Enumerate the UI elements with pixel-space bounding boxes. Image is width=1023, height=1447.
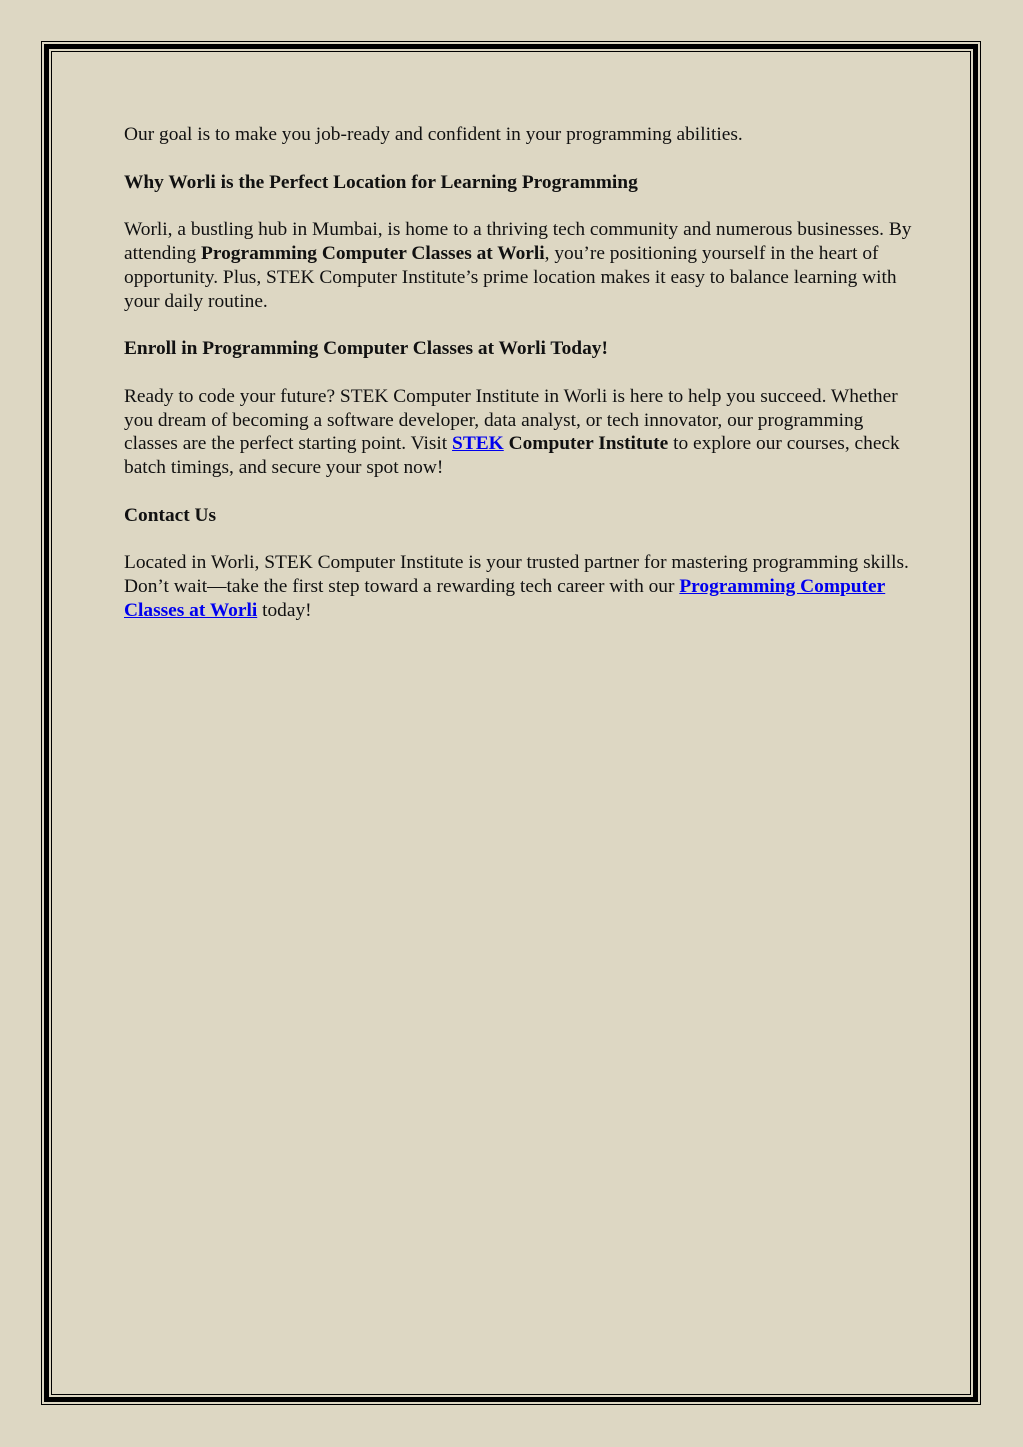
intro-paragraph [124, 123, 914, 147]
enroll-paragraph [124, 385, 914, 480]
contact-heading: Contact Us [124, 504, 217, 526]
why-worli-paragraph [124, 218, 914, 313]
contact-paragraph [124, 551, 914, 622]
why-worli-text-1: Worli, a bustling hub in Mumbai, is home to a thriving tech community and numerous businesses. By attending [124, 219, 912, 264]
enroll-text-1: Ready to code your future? STEK Computer Institute in Worli is here to help you succeed. Whether you dream of becoming a software developer, data analyst, or tech innovator, our programming classes are the perfect starting point. Visit [124, 385, 898, 455]
enroll-heading: Enroll in Programming Computer Classes at Worli Today! [124, 338, 608, 360]
document-body [124, 123, 914, 647]
programming-classes-link[interactable]: Programming Computer Classes at Worli [124, 576, 886, 621]
contact-text-1: Located in Worli, STEK Computer Institute is your trusted partner for mastering programming skills. Don’t wait—take the first step toward a rewarding tech career with our [124, 552, 909, 598]
enroll-bold-institute: Computer Institute [503, 433, 669, 455]
intro-text: Our goal is to make you job-ready and confident in your programming abilities. [124, 124, 743, 145]
enroll-text-2: to explore our courses, check batch timings, and secure your spot now! [124, 433, 900, 479]
stek-link[interactable]: STEK [452, 433, 504, 455]
why-worli-heading: Why Worli is the Perfect Location for Learning Programming [124, 171, 638, 193]
why-worli-bold-course: Programming Computer Classes at Worli [201, 242, 545, 264]
why-worli-text-2: , you’re positioning yourself in the heart of opportunity. Plus, STEK Computer Institute’s prime location makes it easy to balance learning with your daily routine. [124, 242, 897, 312]
contact-text-2: today! [257, 599, 312, 621]
